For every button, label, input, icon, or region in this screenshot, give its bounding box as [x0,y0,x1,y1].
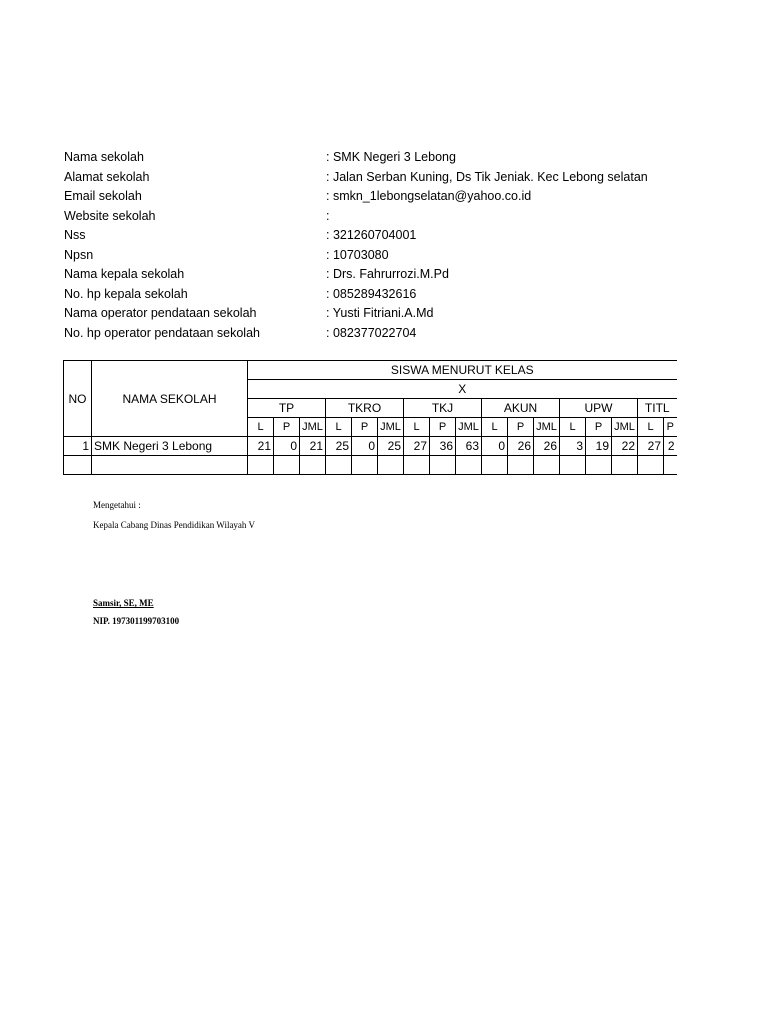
info-value: : Jalan Serban Kuning, Ds Tik Jeniak. Kec Lebong selatan [326,169,648,184]
tp-p: 0 [274,437,300,456]
empty-cell [482,456,508,475]
sub-p: P [274,418,300,437]
info-value: : Yusti Fitriani.A.Md [326,306,434,320]
empty-cell [638,456,664,475]
titl-p: 2 [664,437,677,456]
empty-cell [534,456,560,475]
sub-l: L [482,418,508,437]
table-row-empty [64,456,677,475]
tkj-l: 27 [404,437,430,456]
signature-known-by: Mengetahui : [93,500,141,510]
header-class-x: X [248,380,677,399]
empty-cell [508,456,534,475]
table-row [64,437,677,456]
signature-nip: NIP. 197301199703100 [93,616,180,626]
signature-name: Samsir, SE, ME [93,598,154,608]
sub-p: P [586,418,612,437]
sub-l: L [248,418,274,437]
akun-p: 26 [508,437,534,456]
info-value: : 085289432616 [326,286,417,301]
info-value: : [326,208,330,223]
info-value: : 10703080 [326,247,389,262]
titl-l: 27 [638,437,664,456]
tkro-jml: 25 [378,437,404,456]
empty-cell [456,456,482,475]
header-no: NO [64,361,92,437]
sub-jml: JML [612,418,638,437]
tp-l: 21 [248,437,274,456]
sub-l: L [326,418,352,437]
row-no: 1 [64,437,92,456]
info-value: : SMK Negeri 3 Lebong [326,150,456,164]
sub-l: L [404,418,430,437]
upw-p: 19 [586,437,612,456]
info-label: Nama sekolah [64,150,144,164]
info-label: Email sekolah [64,189,142,203]
header-major-upw: UPW [560,399,638,418]
empty-cell [586,456,612,475]
header-major-tkj: TKJ [404,399,482,418]
empty-cell [352,456,378,475]
info-value: : Drs. Fahrurrozi.M.Pd [326,267,449,281]
row-school-name: SMK Negeri 3 Lebong [92,437,248,456]
header-major-titl: TITL [638,399,677,418]
empty-cell [326,456,352,475]
sub-p: P [430,418,456,437]
header-siswa-menurut-kelas: SISWA MENURUT KELAS [248,361,677,380]
info-label: No. hp kepala sekolah [64,286,188,301]
info-label: Nss [64,228,86,242]
sub-jml: JML [378,418,404,437]
akun-jml: 26 [534,437,560,456]
upw-jml: 22 [612,437,638,456]
header-nama-sekolah: NAMA SEKOLAH [92,361,248,437]
sub-jml: JML [534,418,560,437]
tp-jml: 21 [300,437,326,456]
empty-cell [612,456,638,475]
empty-cell [664,456,677,475]
info-label: Nama operator pendataan sekolah [64,306,257,320]
sub-l: L [560,418,586,437]
info-label: Npsn [64,247,94,262]
empty-cell [300,456,326,475]
header-major-akun: AKUN [482,399,560,418]
empty-cell [248,456,274,475]
sub-l: L [638,418,664,437]
tkro-l: 25 [326,437,352,456]
empty-cell [430,456,456,475]
info-label: Alamat sekolah [64,169,150,184]
sub-p: P [664,418,677,437]
sub-jml: JML [456,418,482,437]
sub-p: P [352,418,378,437]
empty-cell [404,456,430,475]
info-label: Nama kepala sekolah [64,267,185,281]
tkj-jml: 63 [456,437,482,456]
header-major-tkro: TKRO [326,399,404,418]
signature-position: Kepala Cabang Dinas Pendidikan Wilayah V [93,520,256,530]
info-value: : 082377022704 [326,325,417,340]
akun-l: 0 [482,437,508,456]
info-value: : smkn_1lebongselatan@yahoo.co.id [326,189,532,203]
tkro-p: 0 [352,437,378,456]
upw-l: 3 [560,437,586,456]
sub-p: P [508,418,534,437]
tkj-p: 36 [430,437,456,456]
empty-cell [92,456,248,475]
empty-cell [274,456,300,475]
student-table [63,360,677,475]
info-label: Website sekolah [64,208,156,223]
empty-cell [378,456,404,475]
sub-jml: JML [300,418,326,437]
header-major-tp: TP [248,399,326,418]
info-value: : 321260704001 [326,228,417,242]
empty-cell [64,456,92,475]
info-label: No. hp operator pendataan sekolah [64,325,260,340]
empty-cell [560,456,586,475]
